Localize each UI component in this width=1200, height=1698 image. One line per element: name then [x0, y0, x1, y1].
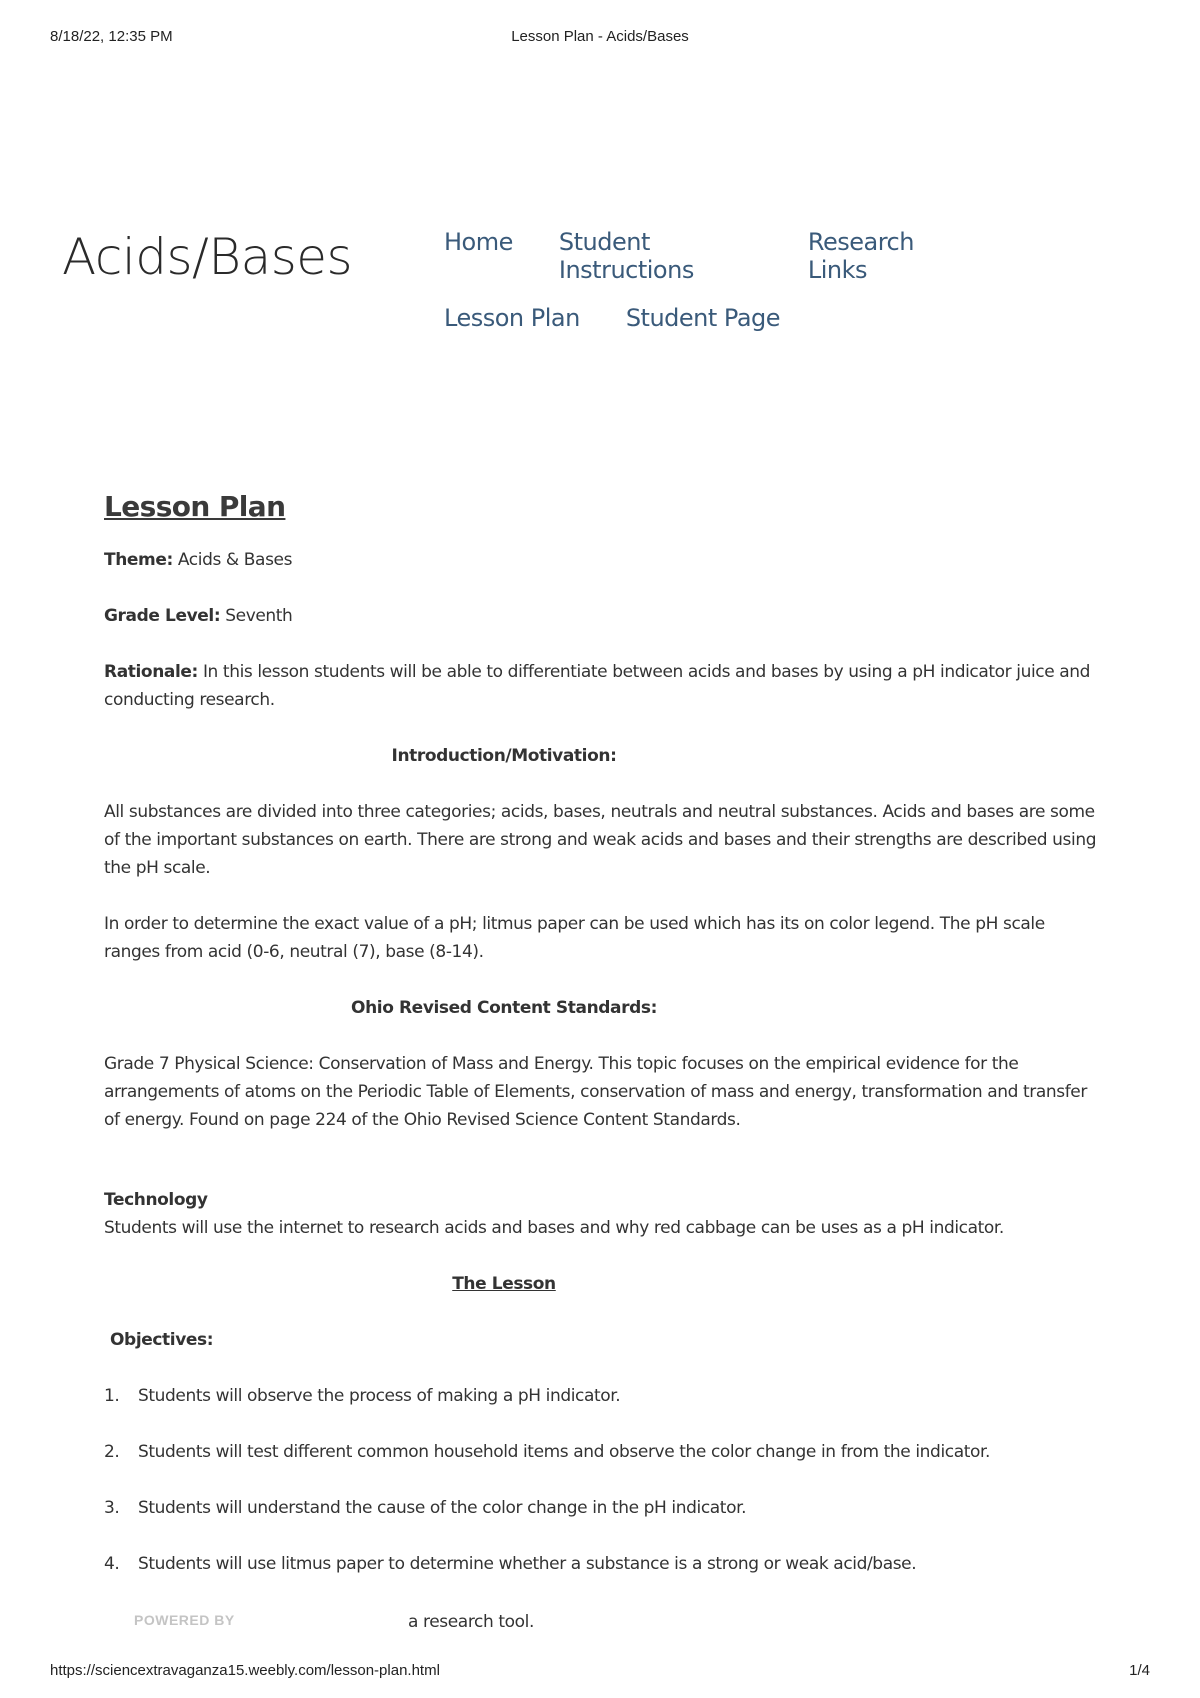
page-heading: Lesson Plan	[104, 490, 286, 523]
list-item-text: Students will use litmus paper to determine whether a substance is a strong or weak acid/base.	[138, 1554, 917, 1574]
technology-text: Students will use the internet to research acids and bases and why red cabbage can be uses as a pH indicator.	[104, 1218, 1004, 1238]
intro-heading: Introduction/Motivation:	[391, 746, 617, 766]
objectives-list	[104, 1382, 1104, 1578]
rationale-value: In this lesson students will be able to differentiate between acids and bases by using a pH indicator juice and conducting research.	[104, 662, 1091, 710]
the-lesson-heading: The Lesson	[452, 1274, 556, 1294]
lesson-content	[104, 490, 1104, 1606]
list-item-number: 3.	[104, 1498, 120, 1518]
list-item	[104, 1494, 1104, 1522]
nav-link-student-instructions[interactable]: Student Instructions	[558, 228, 694, 284]
nav-row-2	[444, 304, 1004, 332]
theme-label: Theme:	[104, 550, 173, 570]
list-item-number: 1.	[104, 1386, 120, 1406]
list-item-text: Students will understand the cause of the color change in the pH indicator.	[138, 1498, 747, 1518]
print-datetime: 8/18/22, 12:35 PM	[50, 28, 173, 45]
main-nav	[444, 228, 1004, 352]
intro-paragraph-1: All substances are divided into three categories; acids, bases, neutrals and neutral substances. Acids and bases are some of the important substances on earth. There are strong and weak acids and bases and their strengths are described using the pH scale.	[104, 802, 1097, 878]
grade-label: Grade Level:	[104, 606, 221, 626]
grade-value: Seventh	[220, 606, 293, 626]
list-item-number: 2.	[104, 1442, 120, 1462]
print-page-title: Lesson Plan - Acids/Bases	[511, 28, 689, 45]
list-item-text: Students will test different common household items and observe the color change in from the indicator.	[138, 1442, 991, 1462]
list-item	[104, 1550, 1104, 1578]
list-item	[104, 1382, 1104, 1410]
nav-link-research-links[interactable]: Research Links	[807, 228, 914, 284]
technology-section	[104, 1186, 1104, 1242]
list-item	[104, 1438, 1104, 1466]
nav-link-home[interactable]: Home	[444, 228, 513, 256]
theme-value: Acids & Bases	[172, 550, 293, 570]
list-item-number: 4.	[104, 1554, 120, 1574]
rationale-line	[104, 658, 1104, 714]
nav-link-student-page[interactable]: Student Page	[625, 304, 781, 332]
intro-paragraph-2: In order to determine the exact value of a pH; litmus paper can be used which has its on color legend. The pH scale ranges from acid (0-6, neutral (7), base (8-14).	[104, 914, 1045, 962]
standards-heading: Ohio Revised Content Standards:	[351, 998, 657, 1018]
print-url: https://sciencextravaganza15.weebly.com/lesson-plan.html	[50, 1662, 440, 1679]
theme-line	[104, 546, 1104, 574]
site-title[interactable]: Acids/Bases	[62, 228, 353, 286]
objectives-label: Objectives:	[110, 1330, 214, 1350]
standards-paragraph: Grade 7 Physical Science: Conservation of Mass and Energy. This topic focuses on the empirical evidence for the arrangements of atoms on the Periodic Table of Elements, conservation of mass and energy, transformation and transfer of energy. Found on page 224 of the Ohio Revised Science Content Standards.	[104, 1054, 1087, 1130]
grade-line	[104, 602, 1104, 630]
research-tool-text: a research tool.	[408, 1612, 534, 1632]
nav-link-lesson-plan[interactable]: Lesson Plan	[444, 304, 580, 332]
list-item-text: Students will observe the process of making a pH indicator.	[138, 1386, 621, 1406]
technology-label: Technology	[104, 1190, 208, 1210]
powered-by-badge[interactable]: POWERED BY	[134, 1612, 235, 1628]
rationale-label: Rationale:	[104, 662, 198, 682]
print-page-number: 1/4	[1129, 1662, 1150, 1679]
nav-row-1	[444, 228, 1004, 284]
